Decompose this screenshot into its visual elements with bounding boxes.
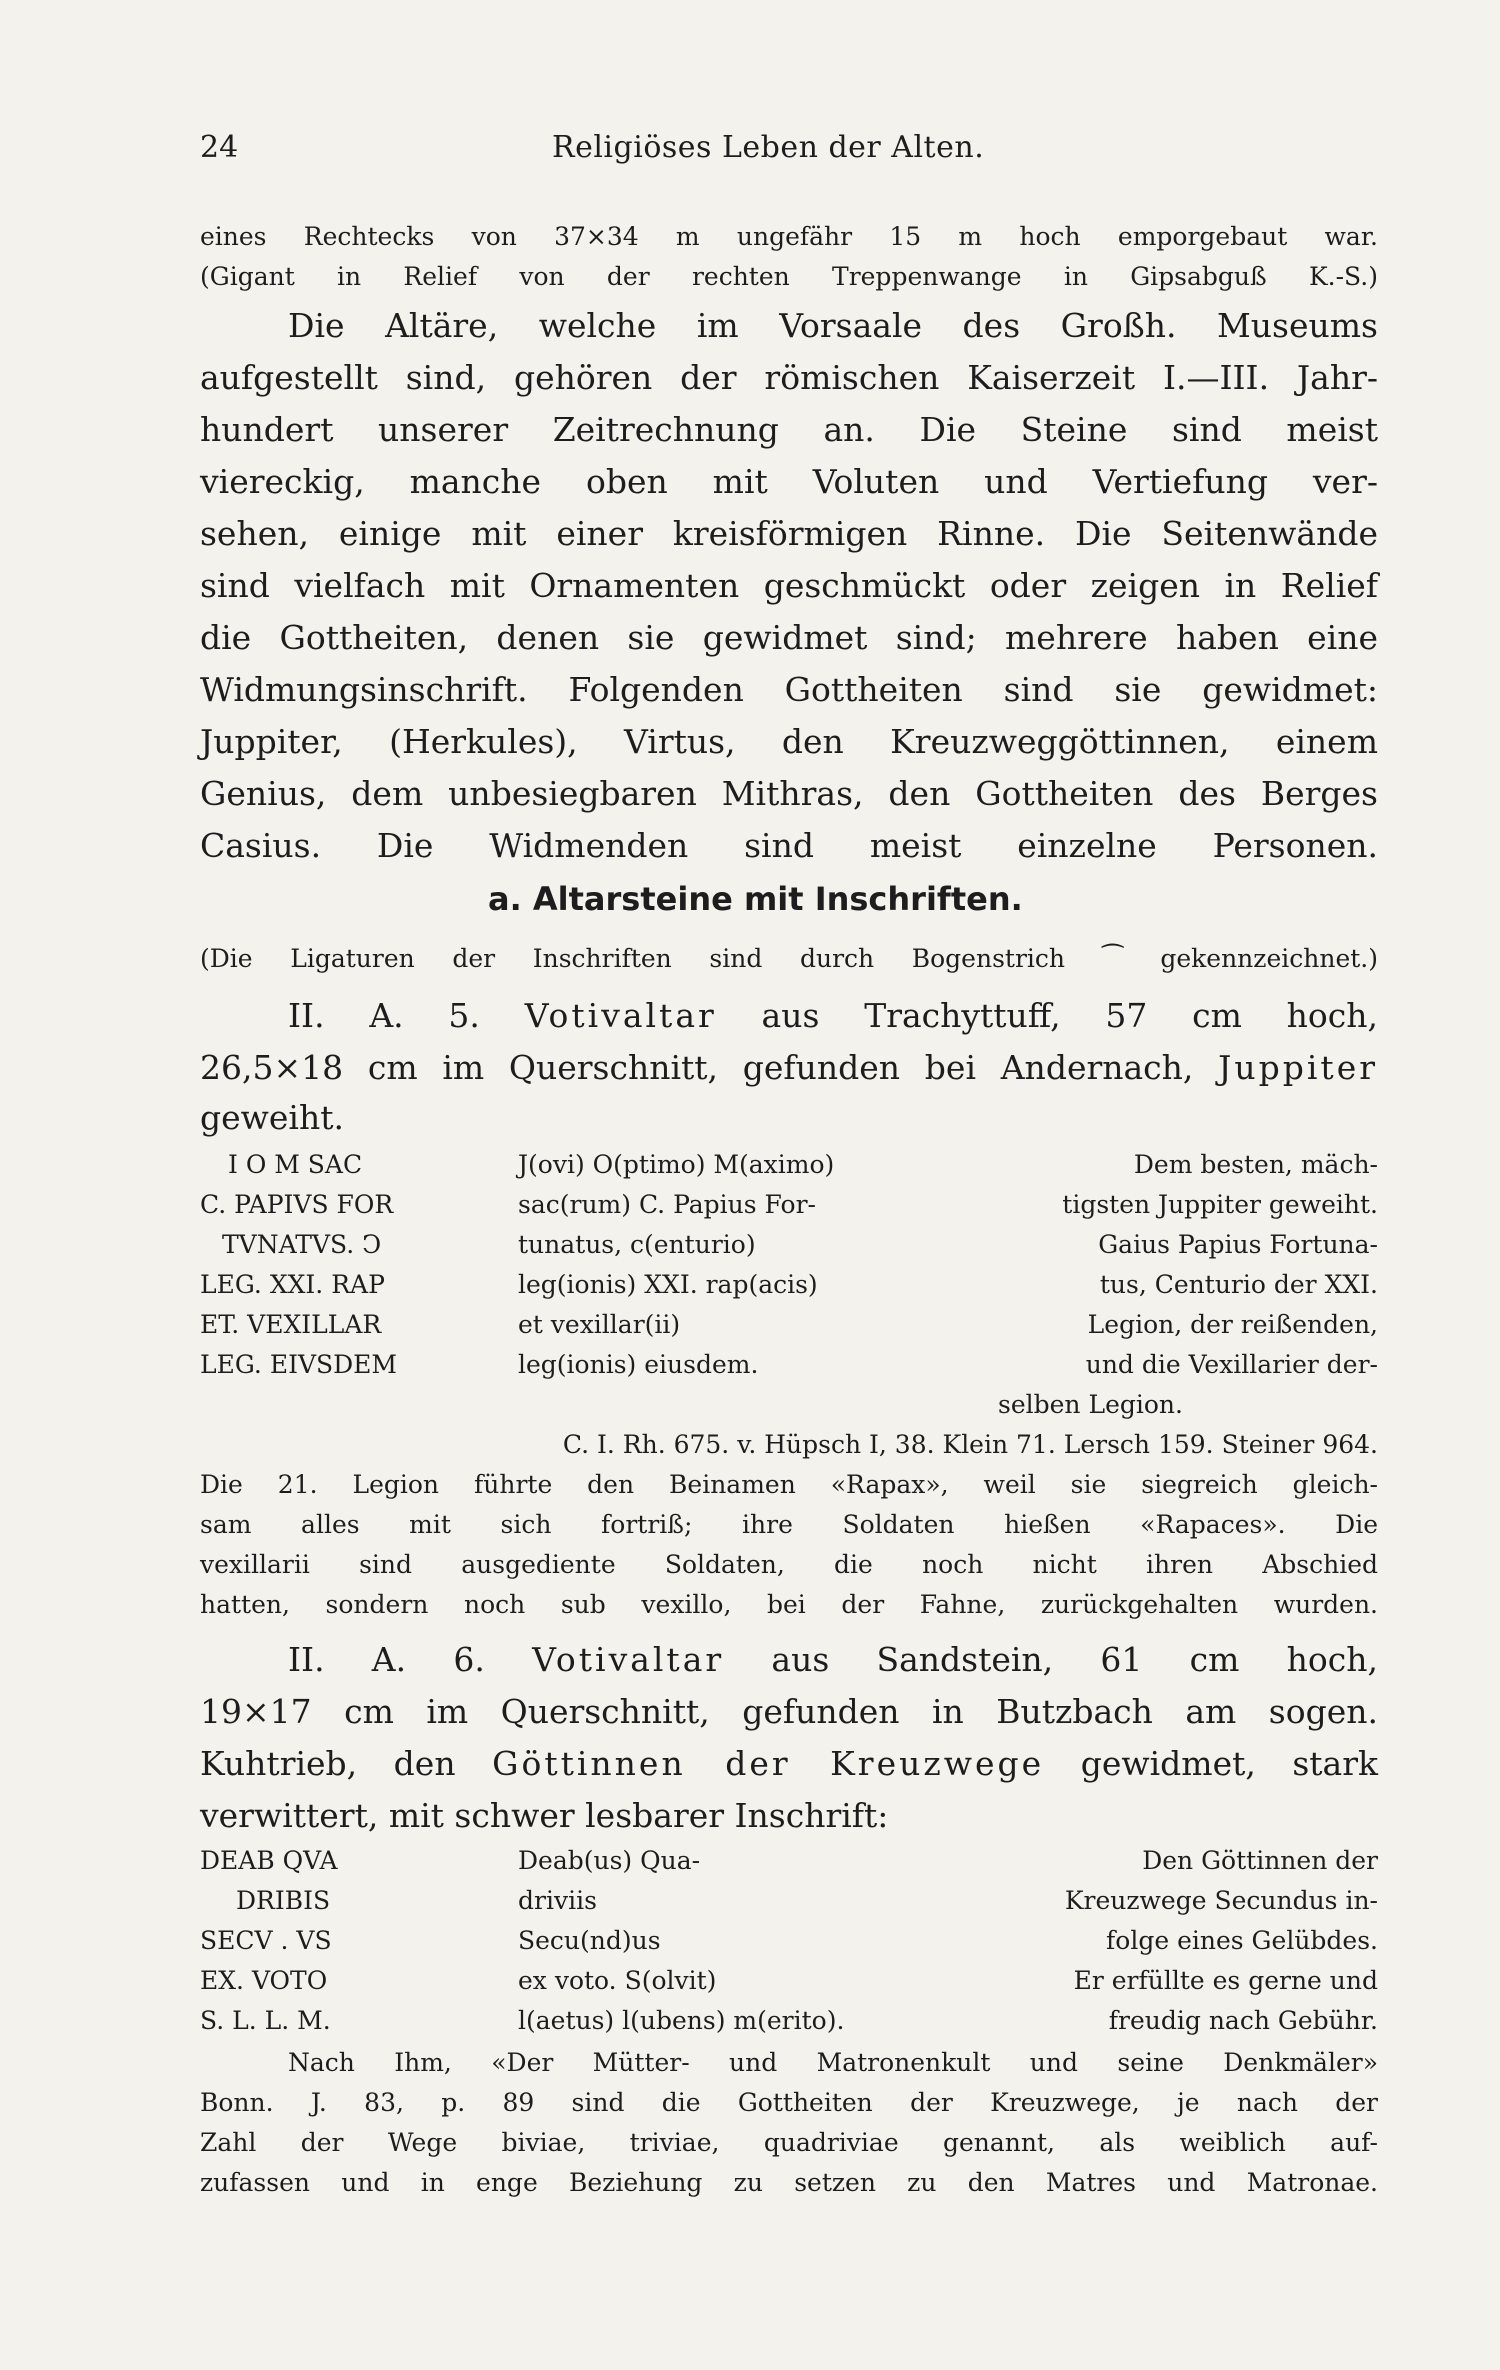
entry-line: 26,5×18 cm im Querschnitt, gefunden bei Andernach, Juppiter <box>200 1048 1378 1087</box>
inscription-line: S. L. L. M. <box>200 2006 331 2035</box>
intro-line: (Gigant in Relief von der rechten Treppenwange in Gipsabguß K.-S.) <box>200 262 1378 291</box>
entry-description: aus Trachyttuff, 57 cm hoch, <box>716 996 1378 1035</box>
paragraph-line: hundert unserer Zeitrechnung an. Die Steine sind meist <box>200 410 1378 449</box>
expansion-line: l(aetus) l(ubens) m(erito). <box>518 2006 845 2035</box>
ligature-note: (Die Ligaturen der Inschriften sind durch Bogenstrich ⁀ gekennzeichnet.) <box>200 944 1378 973</box>
commentary-line: Nach Ihm, «Der Mütter- und Matronenkult und seine Denkmäler» <box>288 2048 1378 2077</box>
commentary-line: Zahl der Wege biviae, triviae, quadriviae genannt, als weiblich auf- <box>200 2128 1378 2157</box>
deity-name: Göttinnen der Kreuzwege <box>492 1744 1045 1783</box>
translation-line: folge eines Gelübdes. <box>1106 1926 1378 1955</box>
paragraph-line: sehen, einige mit einer kreisförmigen Rinne. Die Seitenwände <box>200 514 1378 553</box>
translation-line: selben Legion. <box>998 1390 1183 1419</box>
inscription-line: SECV . VS <box>200 1926 332 1955</box>
translation-line: freudig nach Gebühr. <box>1108 2006 1378 2035</box>
expansion-line: sac(rum) C. Papius For- <box>518 1190 816 1219</box>
paragraph-line: Genius, dem unbesiegbaren Mithras, den Gottheiten des Berges <box>200 774 1378 813</box>
paragraph-line: sind vielfach mit Ornamenten geschmückt oder zeigen in Relief <box>200 566 1378 605</box>
commentary-line: hatten, sondern noch sub vexillo, bei der Fahne, zurückgehalten wurden. <box>200 1590 1378 1619</box>
commentary-line: Die 21. Legion führte den Beinamen «Rapax», weil sie siegreich gleich- <box>200 1470 1378 1499</box>
paragraph-line: viereckig, manche oben mit Voluten und Vertiefung ver- <box>200 462 1378 501</box>
inscription-line: C. PAPIVS FOR <box>200 1190 394 1219</box>
commentary-line: zufassen und in enge Beziehung zu setzen zu den Matres und Matronae. <box>200 2168 1378 2197</box>
translation-line: Gaius Papius Fortuna- <box>1098 1230 1378 1259</box>
translation-line: Er erfüllte es gerne und <box>1073 1966 1378 1995</box>
expansion-line: et vexillar(ii) <box>518 1310 681 1339</box>
paragraph-line: Widmungsinschrift. Folgenden Gottheiten sind sie gewidmet: <box>200 670 1378 709</box>
entry-line: geweiht. <box>200 1098 344 1137</box>
running-title: Religiöses Leben der Alten. <box>552 130 985 165</box>
commentary-line: Bonn. J. 83, p. 89 sind die Gottheiten der Kreuzwege, je nach der <box>200 2088 1378 2117</box>
paragraph-line: die Gottheiten, denen sie gewidmet sind; mehrere haben eine <box>200 618 1378 657</box>
catalog-number: II. A. 5. <box>288 996 480 1035</box>
entry-intro <box>200 996 1378 1035</box>
inscription-line: DRIBIS <box>236 1886 331 1915</box>
intro-line: eines Rechtecks von 37×34 m ungefähr 15 m hoch emporgebaut war. <box>200 222 1378 251</box>
translation-line: tigsten Juppiter geweiht. <box>1062 1190 1378 1219</box>
translation-line: Legion, der reißenden, <box>1087 1310 1378 1339</box>
entry-intro <box>200 1640 1378 1679</box>
inscription-line: TVNATVS. Ↄ <box>222 1230 382 1259</box>
inscription-line: LEG. EIVSDEM <box>200 1350 398 1379</box>
inscription-line: ET. VEXILLAR <box>200 1310 382 1339</box>
expansion-line: leg(ionis) eiusdem. <box>518 1350 759 1379</box>
commentary-line: sam alles mit sich fortriß; ihre Soldaten hießen «Rapaces». Die <box>200 1510 1378 1539</box>
expansion-line: leg(ionis) XXI. rap(acis) <box>518 1270 818 1299</box>
catalog-number: II. A. 6. <box>288 1640 485 1679</box>
section-heading: a. Altarsteine mit Inschriften. <box>488 880 1023 918</box>
inscription-line: I O M SAC <box>228 1150 363 1179</box>
expansion-line: tunatus, c(enturio) <box>518 1230 756 1259</box>
expansion-line: Secu(nd)us <box>518 1926 661 1955</box>
deity-name: Juppiter <box>1218 1048 1378 1087</box>
object-type: Votivaltar <box>524 996 717 1035</box>
page-number: 24 <box>200 130 239 165</box>
references: C. I. Rh. 675. v. Hüpsch I, 38. Klein 71. Lersch 159. Steiner 964. <box>562 1430 1378 1459</box>
paragraph-line: Die Altäre, welche im Vorsaale des Großh. Museums <box>288 306 1378 345</box>
expansion-line: driviis <box>518 1886 597 1915</box>
object-type: Votivaltar <box>532 1640 725 1679</box>
paragraph-line: aufgestellt sind, gehören der römischen Kaiserzeit I.—III. Jahr- <box>200 358 1378 397</box>
translation-line: tus, Centurio der XXI. <box>1099 1270 1378 1299</box>
entry-line: 19×17 cm im Querschnitt, gefunden in Butzbach am sogen. <box>200 1692 1378 1731</box>
entry-description: aus Sandstein, 61 cm hoch, <box>724 1640 1378 1679</box>
entry-line: verwittert, mit schwer lesbarer Inschrift: <box>200 1796 889 1835</box>
translation-line: und die Vexillarier der- <box>1085 1350 1378 1379</box>
translation-line: Den Göttinnen der <box>1142 1846 1378 1875</box>
entry-line: Kuhtrieb, den Göttinnen der Kreuzwege gewidmet, stark <box>200 1744 1379 1783</box>
translation-line: Dem besten, mäch- <box>1133 1150 1378 1179</box>
expansion-line: ex voto. S(olvit) <box>518 1966 717 1995</box>
expansion-line: Deab(us) Qua- <box>518 1846 701 1875</box>
translation-line: Kreuzwege Secundus in- <box>1064 1886 1378 1915</box>
inscription-line: DEAB QVA <box>200 1846 338 1875</box>
expansion-line: J(ovi) O(ptimo) M(aximo) <box>518 1150 835 1179</box>
paragraph-line: Juppiter, (Herkules), Virtus, den Kreuzweggöttinnen, einem <box>200 722 1378 761</box>
inscription-line: EX. VOTO <box>200 1966 328 1995</box>
inscription-line: LEG. XXI. RAP <box>200 1270 385 1299</box>
paragraph-line: Casius. Die Widmenden sind meist einzelne Personen. <box>200 826 1378 865</box>
commentary-line: vexillarii sind ausgediente Soldaten, die noch nicht ihren Abschied <box>200 1550 1378 1579</box>
